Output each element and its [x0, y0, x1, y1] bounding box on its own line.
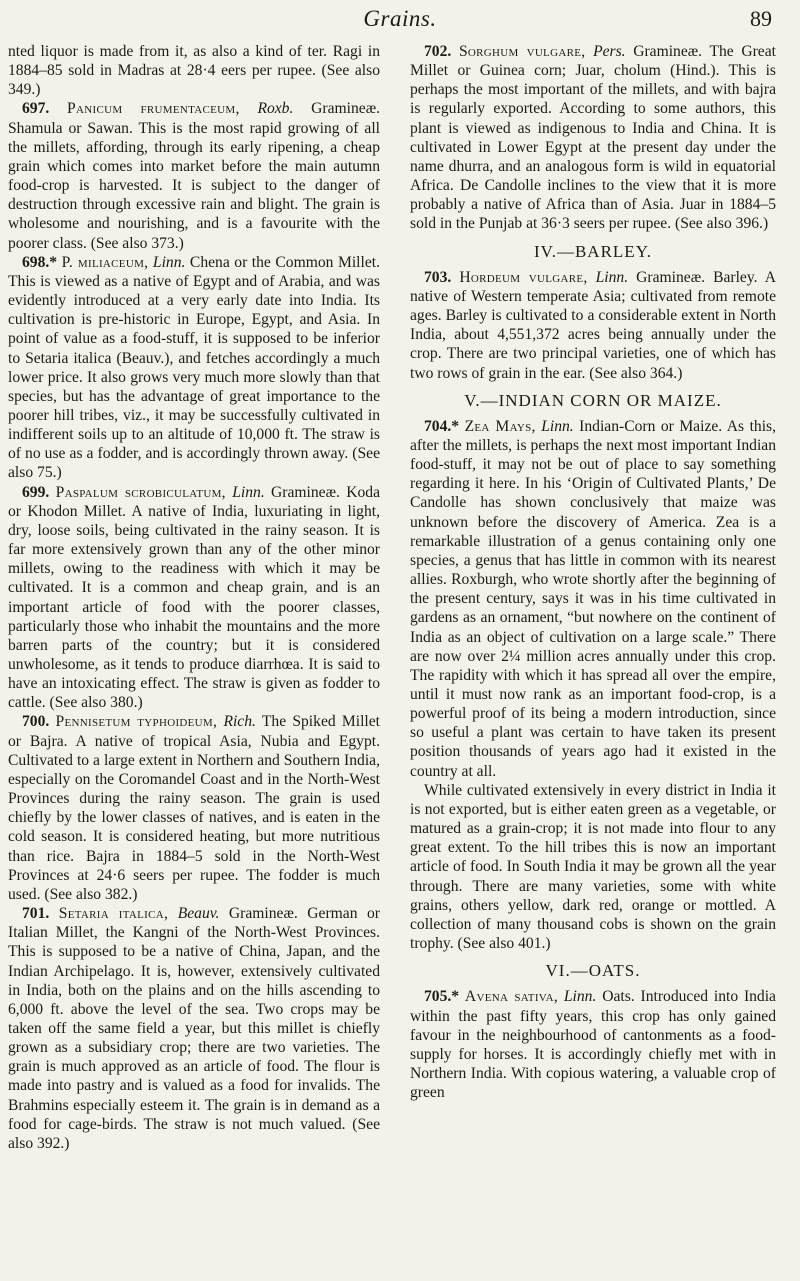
authority: Linn. [232, 483, 265, 501]
entry-699 [8, 483, 380, 713]
entry-701 [8, 904, 380, 1153]
authority: Pers. [593, 43, 626, 60]
entry-text: Oats. Introduced into India within the past fifty years, this crop has only gained favour in the neighbourhood of cantonments as a food-supply for horses. It is accordingly chiefly met with in Northern India. With copious watering, a valuable crop of green [410, 988, 776, 1102]
species-name: Pennisetum typhoideum, [55, 713, 218, 731]
entry-698 [8, 253, 380, 483]
entry-697 [8, 99, 380, 252]
species-name: Hordeum vulgare, [459, 268, 588, 286]
section-heading-maize: V.—INDIAN CORN OR MAIZE. [464, 390, 722, 410]
species-name: Setaria italica, [58, 905, 169, 923]
species-name: Panicum frumentaceum, [67, 100, 240, 118]
authority: Beauv. [177, 905, 220, 923]
species-name: Avena sativa, [464, 988, 559, 1006]
continued-paragraph: nted liquor is made from it, as also a kind of ter. Ragi in 1884–85 sold in Madras at 28·4 eers per rupee. (See also 349.) [8, 43, 380, 99]
entry-number: 699. [22, 483, 50, 501]
entry-text: Indian-Corn or Maize. As this, after the millets, is perhaps the next most important Indian food-stuff, it may not be out of place to say something regarding it here. In his ‘Origin of Cultivated Plants,’ De Candolle has shown conclusively that maize was unknown before the discovery of America. Zea is a remarkable illustration of a genus containing only one species, a genus that has little in common with its nearest allies. Roxburgh, who wrote shortly after the beginning of the present century, says it was in his time cultivated in gardens as an ornament, “but nowhere on the continent of India as an object of cultivation on a large scale.” There are now over 2¼ million acres annually under this crop. The rapidity with which it has spread all over the empire, until it must now rank as an important food-crop, is a powerful proof of its being a modern introduction, since so useful a plant was certain to have taken its present position thousands of years ago had it existed in the country at all. [410, 417, 777, 780]
section-heading-barley: IV.—BARLEY. [533, 241, 653, 261]
authority: Linn. [595, 268, 629, 286]
left-column [8, 42, 380, 1153]
entry-number: 702. [424, 43, 452, 60]
entry-text: While cultivated extensively in every district in India it is not exported, but is either eaten green as a vegetable, or matured as a grain-crop; it is not made into flour to any great extent. To the hill tribes this is now an important article of food. In South India it may be grown all the year through. There are many varieties, some with white grains, others yellow, dark red, orange or mottled. A collection of many thousand cobs is shown on the grain trophy. (See also 401.) [410, 781, 776, 953]
entry-number: 700. [22, 713, 50, 731]
right-column [410, 42, 776, 1102]
authority: Rich. [223, 713, 256, 731]
entry-704-continued [410, 781, 776, 953]
entry-705 [410, 987, 776, 1102]
page-header [0, 0, 800, 40]
species-name: Zea Mays, [464, 417, 536, 435]
entry-text: The Spiked Millet or Bajra. A native of tropical Asia, Nubia and Egypt. Cultivated to a large extent in Northern and Southern India, especially on the Coromandel Coast and in the North-West Provinces during the rainy season. The grain is used chiefly by the lower classes of natives, and is eaten in the cold season. It is considered heating, but more nutritious than rice. Bajra in 1884–5 sold in the North-West Provinces at 24·6 seers per rupee. The fodder is much used. (See also 382.) [8, 713, 380, 903]
page-number: 89 [750, 6, 772, 31]
entry-text: Gramineæ. Barley. A native of Western temperate Asia; cultivated from remote ages. Barley is cultivated to a considerable extent in North India, about 4,551,372 acres being annually under the crop. There are two principal varieties, one of which has two rows of grain in the ear. (See also 364.) [410, 268, 776, 382]
authority: Linn. [563, 988, 597, 1006]
entry-702 [410, 42, 776, 234]
running-head: Grains. [363, 6, 437, 31]
species-name: Sorghum vulgare, [458, 43, 586, 60]
entry-text: Gramineæ. German or Italian Millet, the Kangni of the North-West Provinces. This is supposed to be a native of China, Japan, and the Indian Archipelago. It is, however, extensively cultivated in India, both on the plains and on the hills ascending to 6,000 ft. above the level of the sea. Two crops may be taken off the same field a year, but this millet is chiefly grown as a subsidiary crop; there are two varieties. The grain is much approved as an article of food. The flour is made into pastry and is valued as a food for invalids. The Brahmins especially esteem it. The grain is in demand as a food for cage-birds. The straw is not much valued. (See also 392.) [8, 905, 380, 1152]
section-heading-oats: VI.—OATS. [545, 961, 641, 981]
entry-text: Gramineæ. Shamula or Sawan. This is the most rapid growing of all the millets, affording, through its early ripening, a cheap grain which comes into market before the main autumn food-crop is harvested. It is subject to the danger of destruction through excessive rain and blight. The grain is wholesome and nourishing, and is a favourite with the poorer class. (See also 373.) [8, 100, 380, 252]
entry-number: 705.* [424, 988, 460, 1006]
entry-number: 703. [424, 268, 452, 286]
entry-text: Chena or the Common Millet. This is viewed as a native of Egypt and of Arabia, and was evidently introduced at a very early date into India. Its cultivation is pre-historic in Europe, Egypt, and Asia. In point of value as a food-stuff, it is supposed to be inferior to Setaria italica (Beauv.), and fetches accordingly a much lower price. It also grows very much more slowly than that species, but has the advantage of great importance to the poorer hill tribes, viz., it may be successfully cultivated in indifferent soils up to an altitude of 10,000 ft. The straw is of no use as a fodder, and is accordingly thrown away. (See also 75.) [8, 253, 380, 482]
entry-number: 701. [22, 905, 50, 923]
species-name: P. miliaceum, [61, 253, 149, 271]
entry-703 [410, 268, 776, 383]
entry-number: 698.* [22, 253, 58, 271]
entry-704 [410, 417, 776, 781]
entry-number: 697. [22, 100, 50, 118]
entry-text: Gramineæ. Koda or Khodon Millet. A native of India, luxuriating in light, dry, loose soils, being cultivated in the rainy season. It is far more extensively grown than any of the other minor millets, owing to the readiness with which it may be cultivated. It is a common and cheap grain, and is an important article of food with the poorer classes, particularly those who inhabit the mountains and the more barren parts of the country; but it is considered unwholesome, as it tends to produce diarrhœa. It is said to have an intoxicating effect. The straw is given as fodder to cattle. (See also 380.) [8, 483, 380, 712]
authority: Linn. [541, 417, 574, 435]
entry-700 [8, 712, 380, 904]
species-name: Paspalum scrobiculatum, [55, 483, 226, 501]
entry-text: Gramineæ. The Great Millet or Guinea corn; Juar, cholum (Hind.). This is perhaps the most important of the millets, and with bajra is regularly exported. According to some authors, this plant is viewed as indigenous to India and China. It is cultivated in Lower Egypt at the present day under the name dhurra, and an analogous form is wild in equatorial Africa. De Candolle inclines to the view that it is more probably a native of Africa than of Asia. Juar in 1884–5 sold in the Punjab at 36·3 seers per rupee. (See also 396.) [410, 43, 776, 233]
entry-number: 704.* [424, 417, 460, 435]
authority: Linn. [152, 253, 186, 271]
authority: Roxb. [257, 100, 294, 118]
